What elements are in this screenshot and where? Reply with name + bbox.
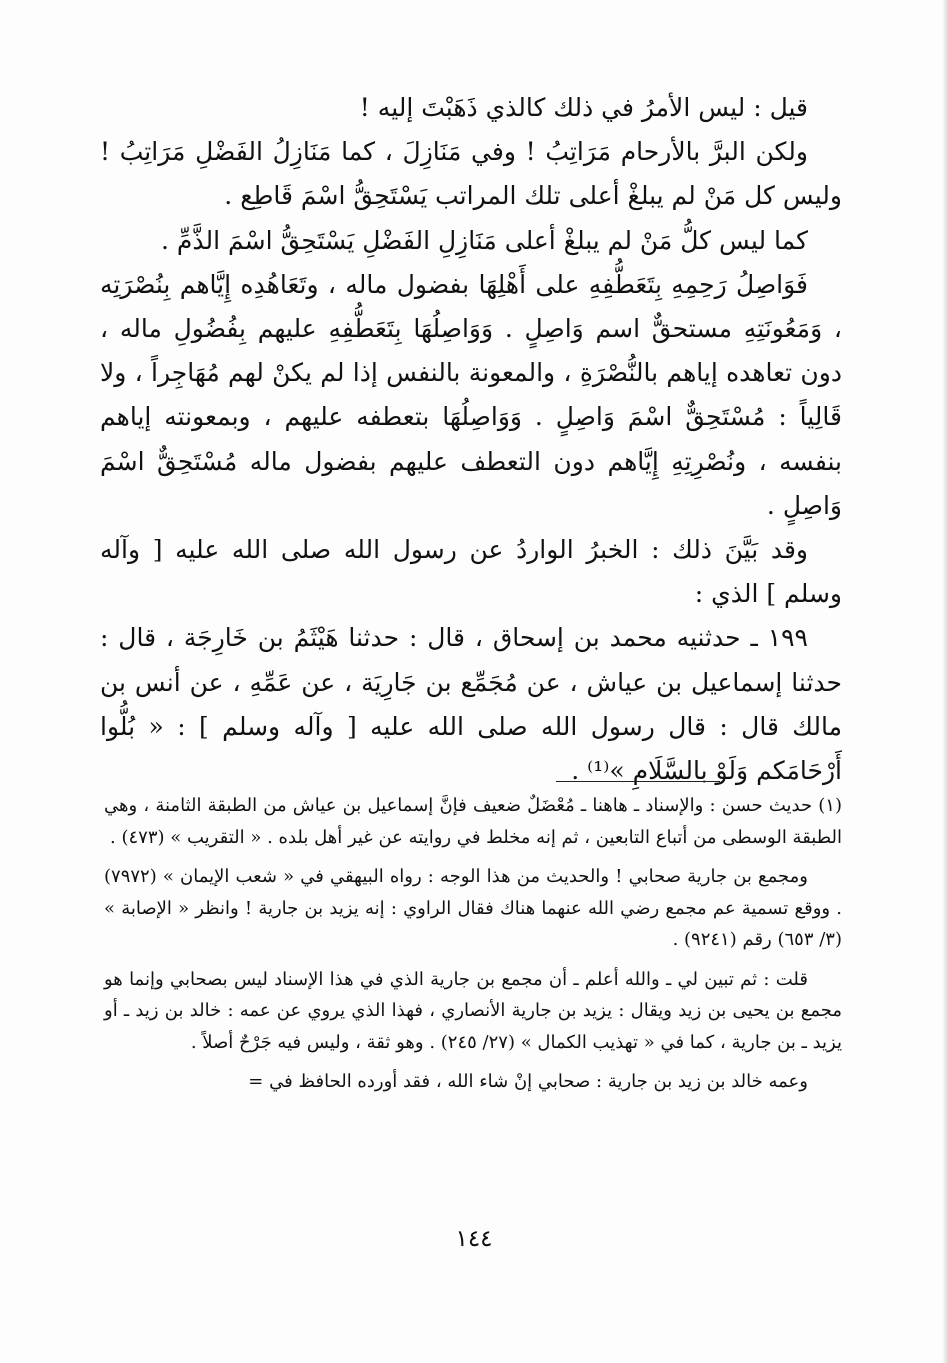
paragraph-4: فَوَاصِلُ رَحِمِهِ بِتَعَطُّفِهِ على أَهْلِهَا بفضول ماله ، وتَعَاهُدِه إِيَّاهم بِنُصْرَتِه ، وَمَعُونَتِهِ مستحقٌّ اسم وَاصِلٍ . وَوَاصِلُهَا بِتَعَطُّفِهِ عليهم بِفُضُولِ ماله ، دون تعاهده إياهم بالنُّصْرَةِ ، والمعونة بالنفس إذا لم يكنْ لهم مُهَاجِراً ، ولا قَالِياً : مُسْتَحِقٌّ اسْمَ وَاصِلٍ . وَوَاصِلُهَا بتعطفه عليهم ، وبمعونته إياهم بنفسه ، ونُصْرِتِهِ إِيَّاهم دون التعطف عليهم بفضول ماله مُسْتَحِقٌّ اسْمَ وَاصِلٍ . [100, 269, 842, 520]
scan-edge [942, 0, 948, 1363]
page-number: ١٤٤ [455, 1226, 493, 1252]
paragraph-3: كما ليس كلُّ مَنْ لم يبلغْ أعلى مَنَازِلِ الفَضْلِ يَسْتَحِقُّ اسْمَ الذَّمِّ . [161, 225, 808, 255]
paragraph-5: وقد بَيَّنَ ذلك : الخبرُ الواردُ عن رسول الله صلى الله عليه [ وآله وسلم ] الذي : [100, 535, 842, 609]
footnote-1-continued-b: قلت : ثم تبين لي ـ والله أعلم ـ أن مجمع بن جارية الذي في هذا الإسناد ليس بصحابي وإنما هو مجمع بن يحيى بن زيد ويقال : يزيد بن جارية الأنصاري ، فهذا الذي يروي عن عمه : خالد بن زيد ـ أو يزيد ـ بن جارية ، كما في « تهذيب الكمال » (٢٧/ ٢٤٥) . وهو ثقة ، وليس فيه جَرْحٌ أصلاً . [104, 968, 842, 1053]
footnote-separator [556, 781, 720, 782]
paragraph-2: ولكن البرَّ بالأرحام مَرَاتِبُ ! وفي مَنَازِلَ ، كما مَنَازِلُ الفَضْلِ مَرَاتِبُ ! وليس كل مَنْ لم يبلغْ أعلى تلك المراتب يَسْتَحِقُّ اسْمَ قَاطِع . [100, 137, 842, 211]
footnote-1-continued-c: وعمه خالد بن زيد بن جارية : صحابي إنْ شاء الله ، فقد أورده الحافظ في = [248, 1071, 808, 1092]
footnotes [104, 790, 842, 1098]
footnote-1: (١) حديث حسن : والإسناد ـ هاهنا ـ مُعْضَلٌ ضعيف فإنَّ إسماعيل بن عياش من الطبقة الثامنة ، وهي الطبقة الوسطى من أتباع التابعين ، ثم إنه مخلط في روايته عن غير أهل بلده . « التقريب » (٤٧٣) . [104, 795, 842, 848]
hadith-199: ١٩٩ ـ حدثنيه محمد بن إسحاق ، قال : حدثنا هَيْثَمُ بن خَارِجَة ، قال : حدثنا إسماعيل بن عياش ، عن مُجَمِّع بن جَارِيَة ، عن عَمِّهِ ، عن أنس بن مالك قال : قال رسول الله صلى الله عليه [ وآله وسلم ] : « بُلُّوا أَرْحَامَكم وَلَوْ بالسَّلَامِ »⁽¹⁾ . [100, 623, 842, 786]
paragraph-1: قيل : ليس الأمرُ في ذلك كالذي ذَهَبْتَ إليه ! [359, 93, 808, 122]
main-text [100, 86, 842, 793]
footnote-1-continued-a: ومجمع بن جارية صحابي ! والحديث من هذا الوجه : رواه البيهقي في « شعب الإيمان » (٧٩٧٢) . ووقع تسمية عم مجمع رضي الله عنهما هناك فقال الراوي : إنه يزيد بن جارية ! وانظر « الإصابة » (٣/ ٦٥٣) رقم (٩٢٤١) . [104, 866, 842, 950]
